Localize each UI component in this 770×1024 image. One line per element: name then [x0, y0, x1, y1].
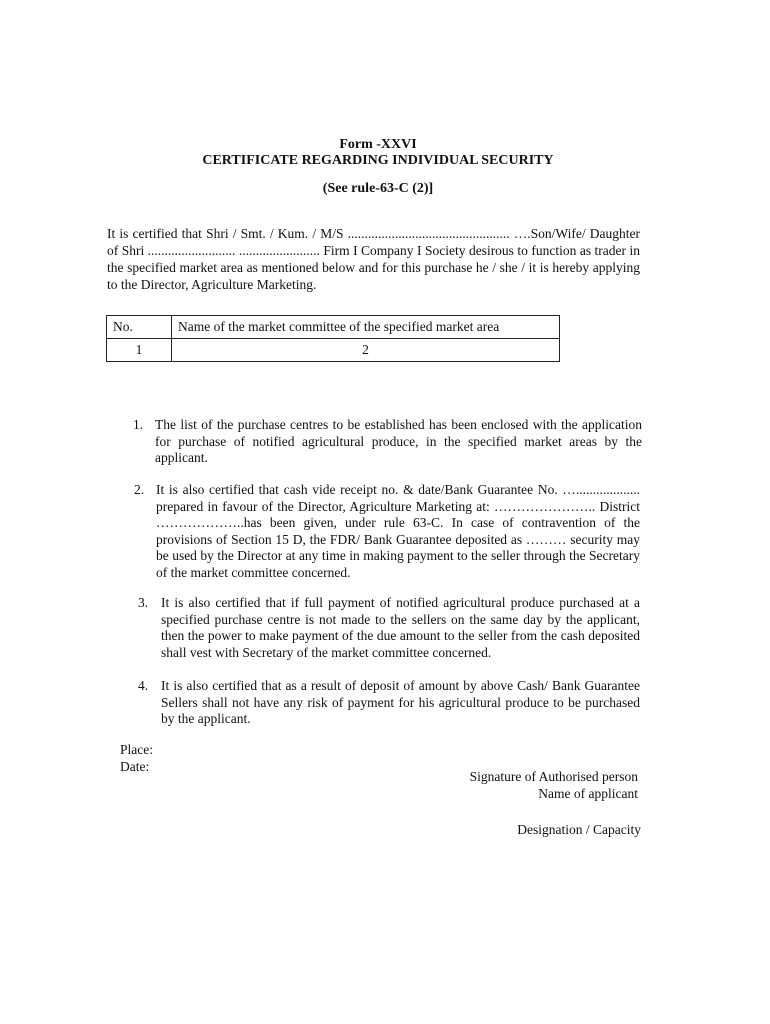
table-header-cell: Name of the market committee of the specified market area — [172, 316, 560, 339]
rule-reference: (See rule-63-C (2)] — [322, 181, 434, 196]
designation-label: Designation / Capacity — [517, 822, 641, 837]
list-item-text: It is also certified that if full payment of notified agricultural produce purchased at a specified purchase centre is not made to the sellers on the same day by the applicant, then the power to make payment of the due amount to the seller from the cash deposited shall vest with Secretary of the market committee concerned. — [161, 595, 640, 660]
list-item-number: 3. — [138, 595, 149, 610]
page-title: CERTIFICATE REGARDING INDIVIDUAL SECURITY — [202, 153, 554, 168]
form-number: Form -XXVI — [339, 137, 417, 152]
place-label: Place: — [120, 742, 153, 757]
table-header-row — [107, 316, 560, 339]
signature-block — [400, 768, 638, 802]
list-item-number: 1. — [133, 417, 144, 432]
applicant-name-label: Name of applicant — [538, 786, 638, 801]
table-header-cell: No. — [107, 316, 172, 339]
list-item-text: It is also certified that cash vide receipt no. & date/Bank Guarantee No. …................... prepared in favour of the Director, Agriculture Marketing at: ………………….. District ………………..has been given, under rule 63-C. In case of contravention of the provisions of Section 15 D, the FDR/ Bank Guarantee deposited as ……… security may be used by the Director at any time in making payment to the seller through the Secretary of the market committee concerned. — [156, 482, 640, 580]
list-item-text: It is also certified that as a result of deposit of amount by above Cash/ Bank Guarantee Sellers shall not have any risk of payment for his agricultural produce to be purchased by the applicant. — [161, 678, 640, 726]
list-item-text: The list of the purchase centres to be established has been enclosed with the application for purchase of notified agricultural produce, in the specified market areas by the applicant. — [155, 417, 642, 465]
market-committee-table — [106, 315, 560, 362]
list-item-number: 2. — [134, 482, 145, 497]
intro-paragraph: It is certified that Shri / Smt. / Kum. / M/S ................................................ ….Son/Wife/ Daughter of Shri .......................... ........................ Firm I Company I Society desirous to function as trader in the specified market area as mentioned below and for this purchase he / she / it is hereby applying to the Director, Agriculture Marketing. — [107, 226, 640, 292]
table-row — [107, 339, 560, 362]
table-cell: 1 — [107, 339, 172, 362]
signature-label: Signature of Authorised person — [469, 769, 638, 784]
list-item-number: 4. — [138, 678, 149, 693]
table-cell: 2 — [172, 339, 560, 362]
date-label: Date: — [120, 759, 150, 774]
